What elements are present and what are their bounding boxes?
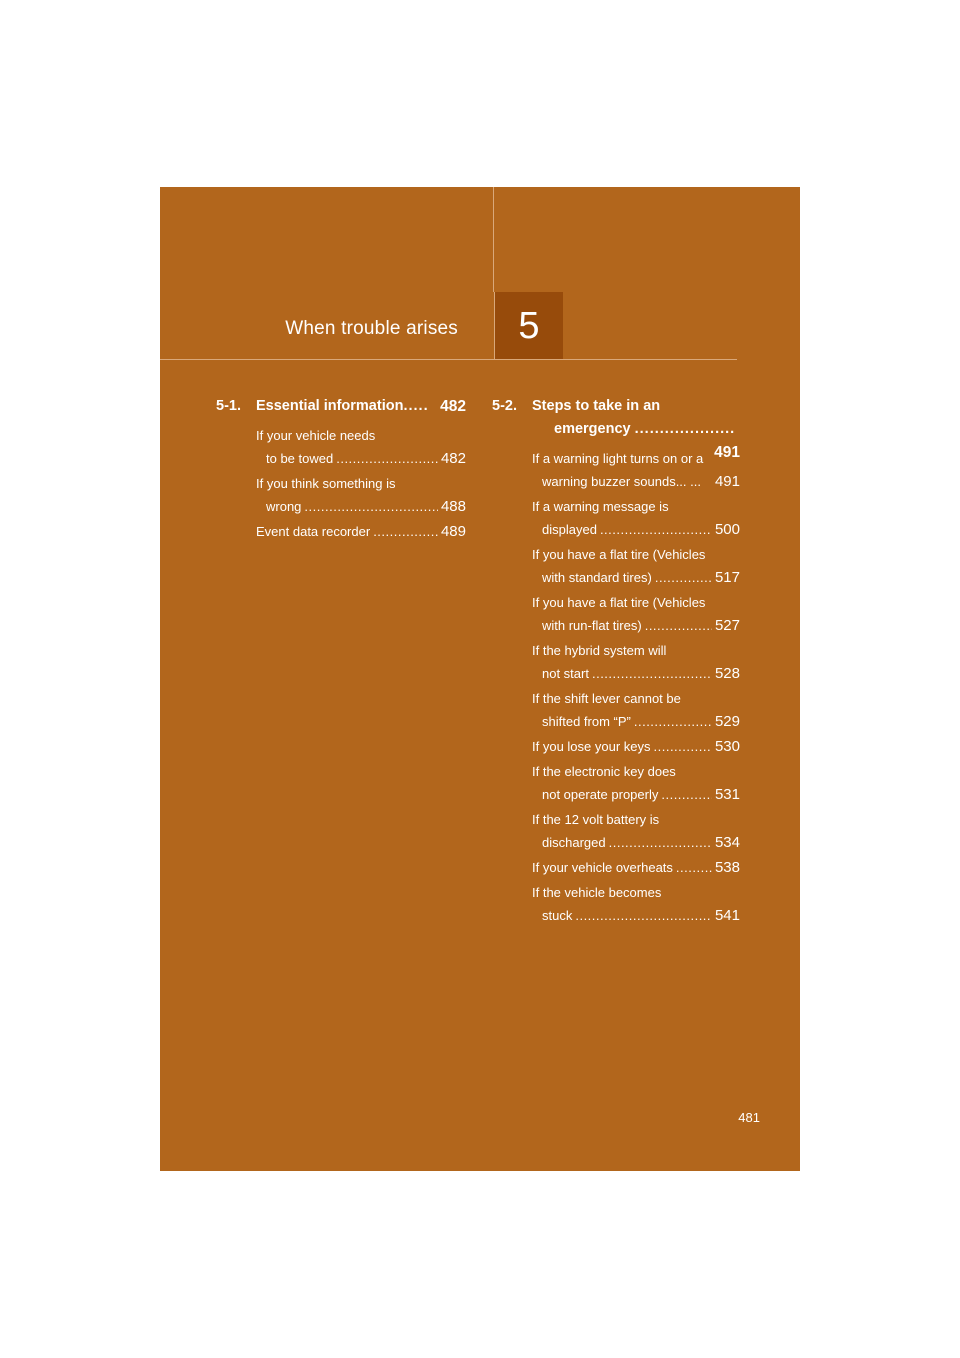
entry-page: 531 bbox=[714, 786, 740, 803]
entry-label: If you lose your keys bbox=[532, 739, 651, 754]
entry-label: If the hybrid system will bbox=[532, 643, 667, 658]
dot-leader bbox=[645, 614, 712, 637]
page-number: 481 bbox=[738, 1110, 760, 1125]
entry-page: 527 bbox=[714, 617, 740, 634]
entry-page: 534 bbox=[714, 834, 740, 851]
dot-leader: ..... bbox=[403, 398, 429, 414]
entry-label: Event data recorder bbox=[256, 524, 371, 539]
entry-label: If a warning light turns on or a bbox=[532, 451, 704, 466]
dot-leader bbox=[655, 566, 712, 589]
dot-leader bbox=[676, 856, 712, 879]
entry-label: If the vehicle becomes bbox=[532, 885, 662, 900]
entry-label-cont: displayed bbox=[542, 522, 597, 537]
entry-page: 488 bbox=[440, 498, 466, 515]
toc-entry[interactable] bbox=[256, 472, 466, 518]
section-number: 5-2. bbox=[492, 398, 517, 414]
dot-leader bbox=[600, 518, 712, 541]
dot-leader bbox=[661, 783, 712, 806]
entry-label-cont: warning buzzer sounds... ... bbox=[542, 474, 701, 489]
section-heading-5-1[interactable] bbox=[216, 395, 466, 418]
entry-page: 500 bbox=[714, 521, 740, 538]
entry-label-cont: not operate properly bbox=[542, 787, 659, 802]
entry-label-cont: shifted from “P” bbox=[542, 714, 631, 729]
entry-label: If you think something is bbox=[256, 476, 396, 491]
chapter-number: 5 bbox=[518, 304, 540, 347]
entry-label-cont: wrong bbox=[266, 499, 302, 514]
entry-label: If you have a flat tire (Vehicles bbox=[532, 547, 706, 562]
dot-leader: .................... bbox=[634, 421, 736, 437]
entry-page: 517 bbox=[714, 569, 740, 586]
chapter-title: When trouble arises bbox=[285, 318, 458, 339]
entry-page: 482 bbox=[440, 450, 466, 467]
toc-entry[interactable] bbox=[532, 881, 740, 927]
dot-leader bbox=[592, 662, 712, 685]
entry-list bbox=[256, 424, 466, 543]
entry-label-cont: with run-flat tires) bbox=[542, 618, 642, 633]
entry-page: 529 bbox=[714, 713, 740, 730]
entry-label-cont: stuck bbox=[542, 908, 573, 923]
dot-leader bbox=[575, 904, 712, 927]
entry-page: 538 bbox=[714, 859, 740, 876]
toc-entry[interactable] bbox=[256, 424, 466, 470]
entry-label: If the electronic key does bbox=[532, 764, 676, 779]
toc-entry[interactable] bbox=[532, 543, 740, 589]
entry-label: If your vehicle overheats bbox=[532, 860, 673, 875]
entry-page: 528 bbox=[714, 665, 740, 682]
toc-entry[interactable] bbox=[532, 687, 740, 733]
section-page: 482 bbox=[440, 398, 466, 415]
entry-list bbox=[532, 447, 740, 927]
entry-label-cont: discharged bbox=[542, 835, 606, 850]
toc-column-left bbox=[216, 395, 466, 545]
toc-entry[interactable] bbox=[532, 735, 740, 758]
entry-label: If your vehicle needs bbox=[256, 428, 376, 443]
toc-entry[interactable] bbox=[532, 760, 740, 806]
section-title-cont: emergency bbox=[554, 421, 631, 437]
section-title: Steps to take in an bbox=[532, 398, 661, 414]
entry-page: 491 bbox=[714, 473, 740, 490]
entry-label-cont: not start bbox=[542, 666, 589, 681]
toc-entry[interactable] bbox=[532, 808, 740, 854]
toc-column-right bbox=[492, 395, 740, 929]
dot-leader bbox=[373, 520, 438, 543]
entry-label-cont: to be towed bbox=[266, 451, 334, 466]
chapter-number-box bbox=[494, 292, 563, 359]
section-title: Essential information bbox=[256, 398, 404, 414]
entry-label: If a warning message is bbox=[532, 499, 669, 514]
toc-entry[interactable] bbox=[532, 856, 740, 879]
entry-page: 541 bbox=[714, 907, 740, 924]
vertical-rule bbox=[493, 187, 494, 292]
dot-leader bbox=[304, 495, 438, 518]
entry-label: If you have a flat tire (Vehicles bbox=[532, 595, 706, 610]
section-page: 491 bbox=[714, 444, 740, 461]
dot-leader bbox=[634, 710, 712, 733]
toc-entry[interactable] bbox=[532, 447, 740, 493]
entry-label: If the 12 volt battery is bbox=[532, 812, 660, 827]
dot-leader bbox=[336, 447, 438, 470]
toc-entry[interactable] bbox=[532, 639, 740, 685]
entry-label-cont: with standard tires) bbox=[542, 570, 652, 585]
dot-leader bbox=[654, 735, 712, 758]
section-number: 5-1. bbox=[216, 398, 241, 414]
entry-page: 489 bbox=[440, 523, 466, 540]
entry-page: 530 bbox=[714, 738, 740, 755]
horizontal-rule bbox=[160, 359, 737, 360]
toc-entry[interactable] bbox=[532, 591, 740, 637]
toc-entry[interactable] bbox=[532, 495, 740, 541]
dot-leader bbox=[609, 831, 712, 854]
entry-label: If the shift lever cannot be bbox=[532, 691, 681, 706]
toc-entry[interactable] bbox=[256, 520, 466, 543]
